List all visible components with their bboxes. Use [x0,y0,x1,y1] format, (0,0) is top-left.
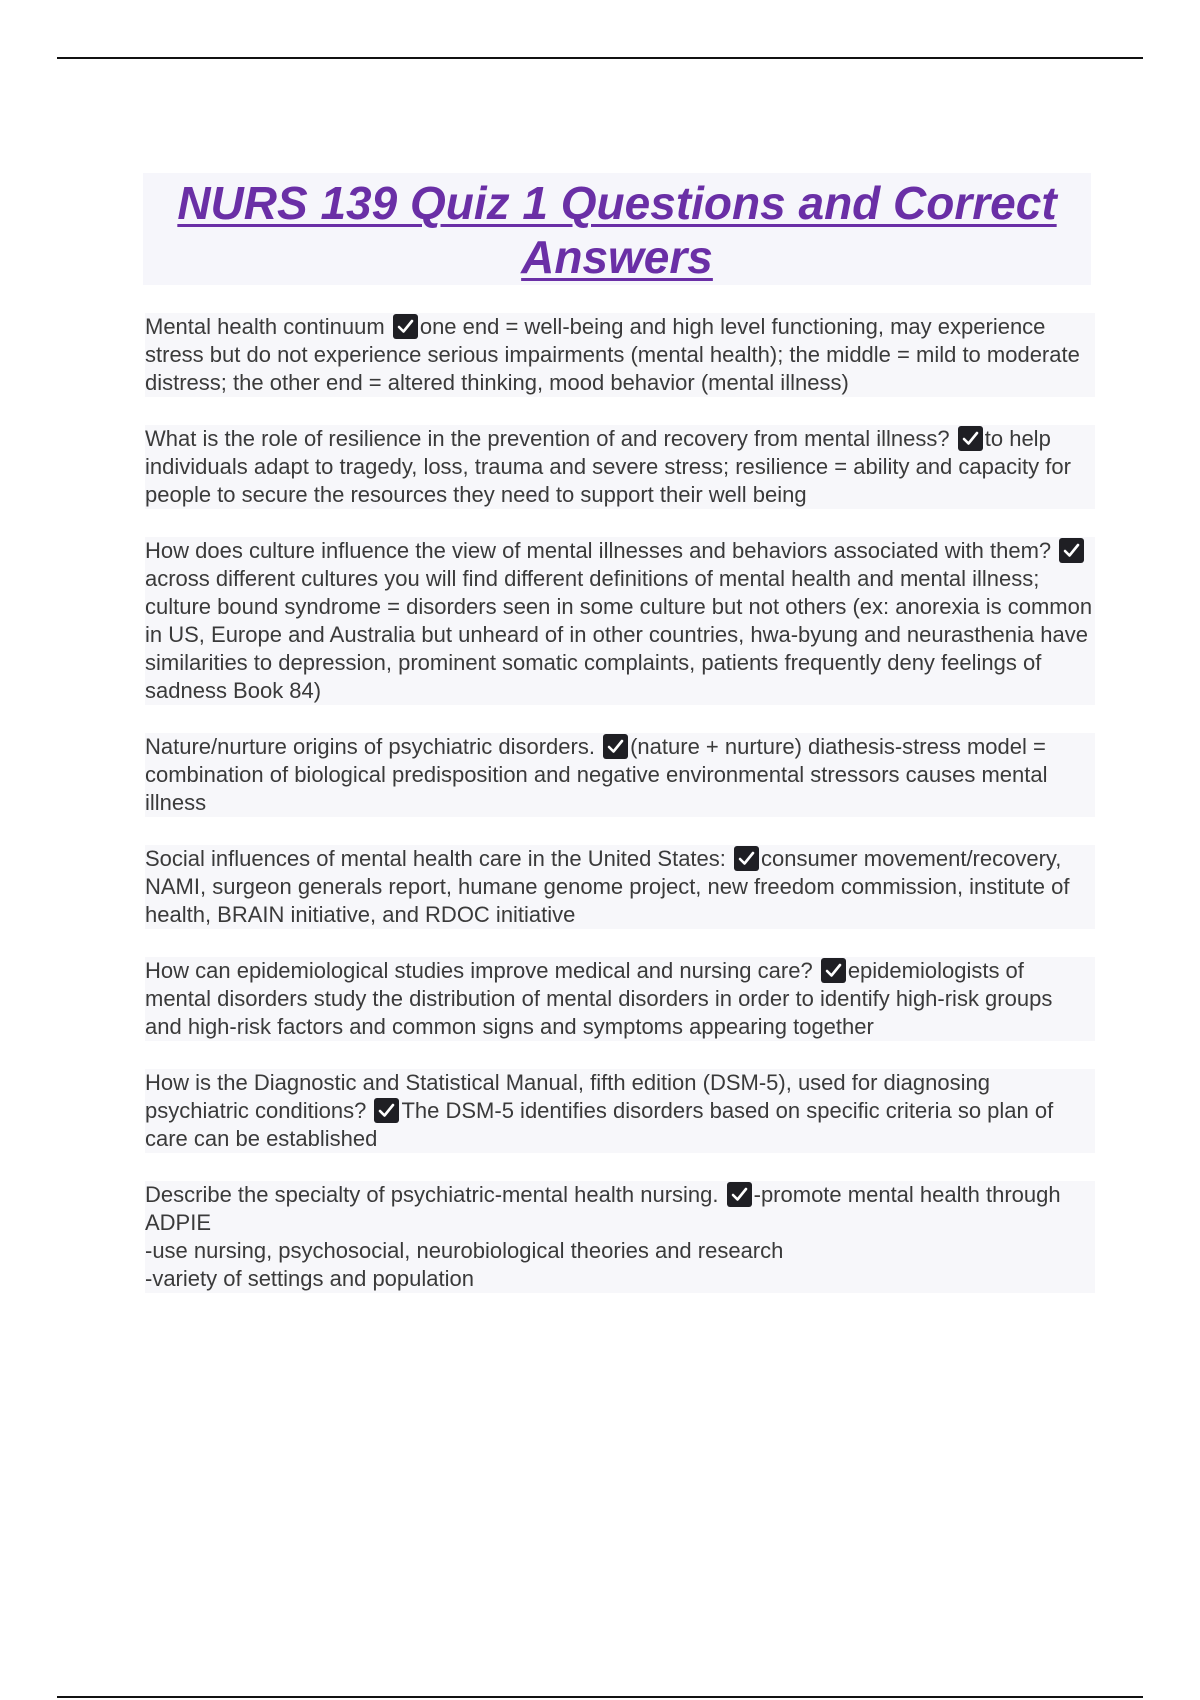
qa-item [145,845,1095,929]
check-box-icon [734,846,759,871]
answer-text: one end = well-being and high level functioning, may experience stress but do not experience serious impairments (mental health); the middle = mild to moderate distress; the other end = altered thinking, mood behavior (mental illness) [145,314,1080,395]
question-text: How can epidemiological studies improve medical and nursing care? [145,958,813,983]
answer-text: epidemiologists of mental disorders study the distribution of mental disorders in order to identify high-risk groups and high-risk factors and common signs and symptoms appearing together [145,958,1053,1039]
answer-text: -promote mental health through ADPIE -use nursing, psychosocial, neurobiological theories and research -variety of settings and population [145,1182,1061,1291]
check-box-icon [374,1098,399,1123]
qa-item [145,313,1095,397]
answer-text: (nature + nurture) diathesis-stress model = combination of biological predisposition and negative environmental stressors causes mental illness [145,734,1048,815]
question-text: Social influences of mental health care in the United States: [145,846,726,871]
check-box-icon [821,958,846,983]
qa-list [145,313,1095,1321]
check-box-icon [727,1182,752,1207]
answer-text: The DSM-5 identifies disorders based on specific criteria so plan of care can be established [145,1098,1054,1151]
qa-item [145,1069,1095,1153]
answer-text: consumer movement/recovery, NAMI, surgeon generals report, humane genome project, new freedom commission, institute of health, BRAIN initiative, and RDOC initiative [145,846,1070,927]
qa-item [145,1181,1095,1293]
qa-item [145,425,1095,509]
bottom-rule [57,1696,1143,1698]
check-box-icon [393,314,418,339]
question-text: How does culture influence the view of mental illnesses and behaviors associated with them? [145,538,1052,563]
answer-text: across different cultures you will find different definitions of mental health and mental illness; culture bound syndrome = disorders seen in some culture but not others (ex: anorexia is common in US, Europe and Australia but unheard of in other countries, hwa-byung and neurasthenia have similarities to depression, prominent somatic complaints, patients frequently deny feelings of sadness Book 84) [145,566,1093,703]
title-banner [143,173,1091,285]
qa-item [145,733,1095,817]
question-text: Nature/nurture origins of psychiatric disorders. [145,734,595,759]
question-text: Mental health continuum [145,314,385,339]
question-text: What is the role of resilience in the prevention of and recovery from mental illness? [145,426,950,451]
check-box-icon [958,426,983,451]
page-title: NURS 139 Quiz 1 Questions and Correct Answers [177,177,1057,283]
answer-text: to help individuals adapt to tragedy, loss, trauma and severe stress; resilience = ability and capacity for people to secure the resources they need to support their well being [145,426,1071,507]
check-box-icon [1059,538,1084,563]
question-text: Describe the specialty of psychiatric-mental health nursing. [145,1182,719,1207]
qa-item [145,537,1095,705]
top-rule [57,57,1143,59]
check-box-icon [603,734,628,759]
qa-item [145,957,1095,1041]
question-text: How is the Diagnostic and Statistical Manual, fifth edition (DSM-5), used for diagnosing psychiatric conditions? [145,1070,990,1123]
